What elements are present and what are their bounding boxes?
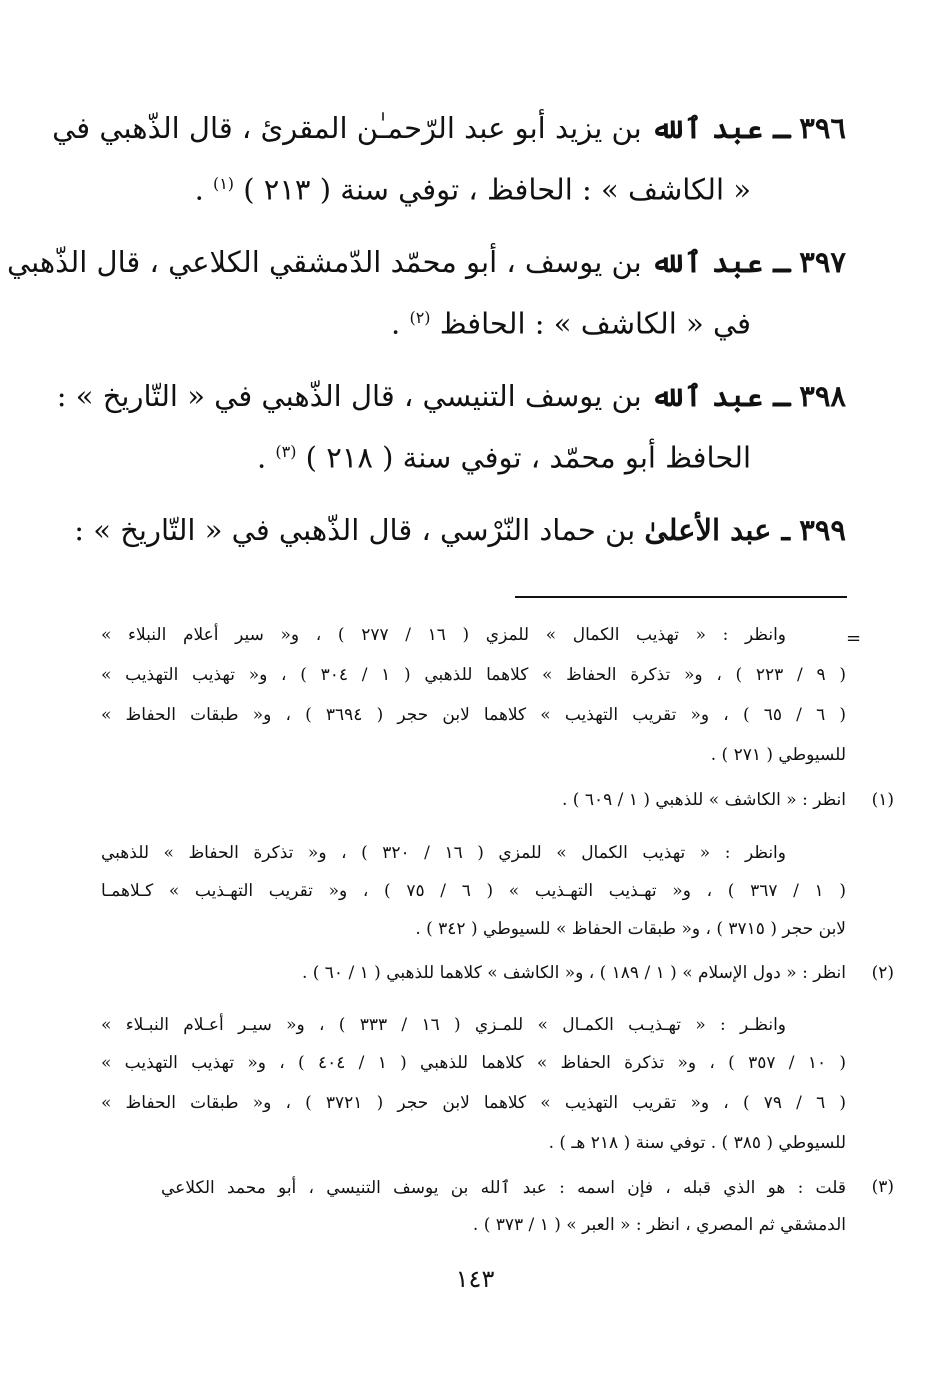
footnote-line: وانظر : « تهذيب الكمال » للمزي ( ١٦ / ٢٧٧ ) ، و« سير أعلام النبلاء »: [101, 625, 787, 645]
footnote-divider: [515, 596, 847, 598]
footnote-2-main: انظر : « دول الإسلام » ( ١ / ١٨٩ ) ، و« الكاشف » كلاهما للذهبي ( ١ / ٦٠ ) .: [301, 963, 846, 983]
entry-398: [56, 368, 846, 486]
footnote-line: للسيوطي ( ٢٧١ ) .: [710, 745, 846, 765]
footnote-line: للسيوطي ( ٣٨٥ ) . توفي سنة ( ٢١٨ هـ ) .: [548, 1133, 846, 1153]
entry-name: عبد ٱلله: [650, 245, 763, 279]
entry-line-1: ٣٩٦ ـ عبد ٱلله بن يزيد أبو عبد الرّحمـٰن المقرئ ، قال الذّهبي في: [52, 111, 846, 145]
entry-397: [6, 234, 846, 352]
entry-number: ٣٩٩: [799, 513, 846, 547]
entry-text: « الكاشف » : الحافظ ، توفي سنة ( ٢١٣ ): [243, 172, 751, 207]
footnote-line: وانظـر : « تهـذيـب الكمـال » للمـزي ( ١٦ / ٣٣٣ ) ، و« سيـر أعـلام النبـلاء »: [101, 1015, 786, 1035]
entry-399: [74, 502, 846, 558]
entry-name: عبد ٱلله: [650, 111, 763, 145]
entry-text: في « الكاشف » : الحافظ: [439, 306, 751, 341]
entry-line-1: ٣٩٩ ـ عبد الأعلىٰ بن حماد النّرْسي ، قال الذّهبي في « التّاريخ » :: [74, 513, 846, 547]
footnote-ref[interactable]: (٣): [275, 442, 297, 461]
footnote-1-main: انظر : « الكاشف » للذهبي ( ١ / ٦٠٩ ) .: [561, 790, 846, 810]
footnote-ref[interactable]: (٢): [409, 308, 431, 327]
entry-line-2: « الكاشف » : الحافظ ، توفي سنة ( ٢١٣ ) $^{(١)}$ .: [194, 172, 751, 207]
footnote-label-3: (٣): [871, 1177, 894, 1197]
entry-number: ٣٩٦: [799, 111, 846, 145]
footnote-line: الدمشقي ثم المصري ، انظر : « العبر » ( ١ / ٣٧٣ ) .: [472, 1215, 846, 1235]
entry-name: عبد الأعلىٰ: [644, 513, 772, 547]
footnote-line: ( ٩ / ٢٢٣ ) ، و« تذكرة الحفاظ » كلاهما للذهبي ( ١ / ٣٠٤ ) ، و« تهذيب التهذيب »: [101, 665, 846, 685]
entry-text: بن يوسف التنيسي ، قال الذّهبي في « التّاريخ » :: [56, 379, 642, 413]
entry-line-2: في « الكاشف » : الحافظ $^{(٢)}$ .: [391, 306, 751, 341]
footnote-line: قلت : هو الذي قبله ، فإن اسمه : عبد ٱلله بن يوسف التنيسي ، أبو محمد الكلاعي: [161, 1178, 846, 1198]
entry-text: الحافظ أبو محمّد ، توفي سنة ( ٢١٨ ): [305, 440, 751, 475]
entry-line-2: الحافظ أبو محمّد ، توفي سنة ( ٢١٨ ) $^{(٣)}$ .: [256, 440, 751, 475]
footnote-line: ( ١ / ٣٦٧ ) ، و« تهـذيب التهـذيب » ( ٦ / ٧٥ ) ، و« تقريب التهـذيب » كـلاهمـا: [101, 881, 846, 901]
entry-name: عبد ٱلله: [650, 379, 763, 413]
footnote-line: لابن حجر ( ٣٧١٥ ) ، و« طبقات الحفاظ » للسيوطي ( ٣٤٢ ) .: [415, 919, 846, 939]
footnote-line: ( ١٠ / ٣٥٧ ) ، و« تذكرة الحفاظ » كلاهما للذهبي ( ١ / ٤٠٤ ) ، و« تهذيب التهذيب »: [101, 1053, 846, 1073]
entry-text: بن يزيد أبو عبد الرّحمـٰن المقرئ ، قال الذّهبي في: [52, 111, 642, 145]
entry-text: بن يوسف ، أبو محمّد الدّمشقي الكلاعي ، قال الذّهبي: [6, 245, 642, 279]
entry-396: [52, 100, 846, 218]
footnote-label-2: (٢): [871, 963, 894, 983]
footnote-ref[interactable]: (١): [213, 174, 235, 193]
entry-text: بن حماد النّرْسي ، قال الذّهبي في « التّاريخ » :: [74, 513, 636, 547]
entry-line-1: ٣٩٧ ـ عبد ٱلله بن يوسف ، أبو محمّد الدّمشقي الكلاعي ، قال الذّهبي: [6, 245, 846, 279]
continuation-mark: =: [846, 628, 862, 649]
footnote-label-1: (١): [871, 790, 894, 810]
page-number: ١٤٣: [455, 1265, 495, 1293]
footnote-line: ( ٦ / ٧٩ ) ، و« تقريب التهذيب » كلاهما لابن حجر ( ٣٧٢١ ) ، و« طبقات الحفاظ »: [101, 1093, 846, 1113]
footnote-line: وانظر : « تهذيب الكمال » للمزي ( ١٦ / ٣٢٠ ) ، و« تذكرة الحفاظ » للذهبي: [101, 843, 786, 863]
footnote-line: ( ٦ / ٦٥ ) ، و« تقريب التهذيب » كلاهما لابن حجر ( ٣٦٩٤ ) ، و« طبقات الحفاظ »: [101, 705, 846, 725]
entry-number: ٣٩٧: [799, 245, 846, 279]
entry-number: ٣٩٨: [799, 379, 846, 413]
entry-line-1: ٣٩٨ ـ عبد ٱلله بن يوسف التنيسي ، قال الذّهبي في « التّاريخ » :: [56, 379, 846, 413]
